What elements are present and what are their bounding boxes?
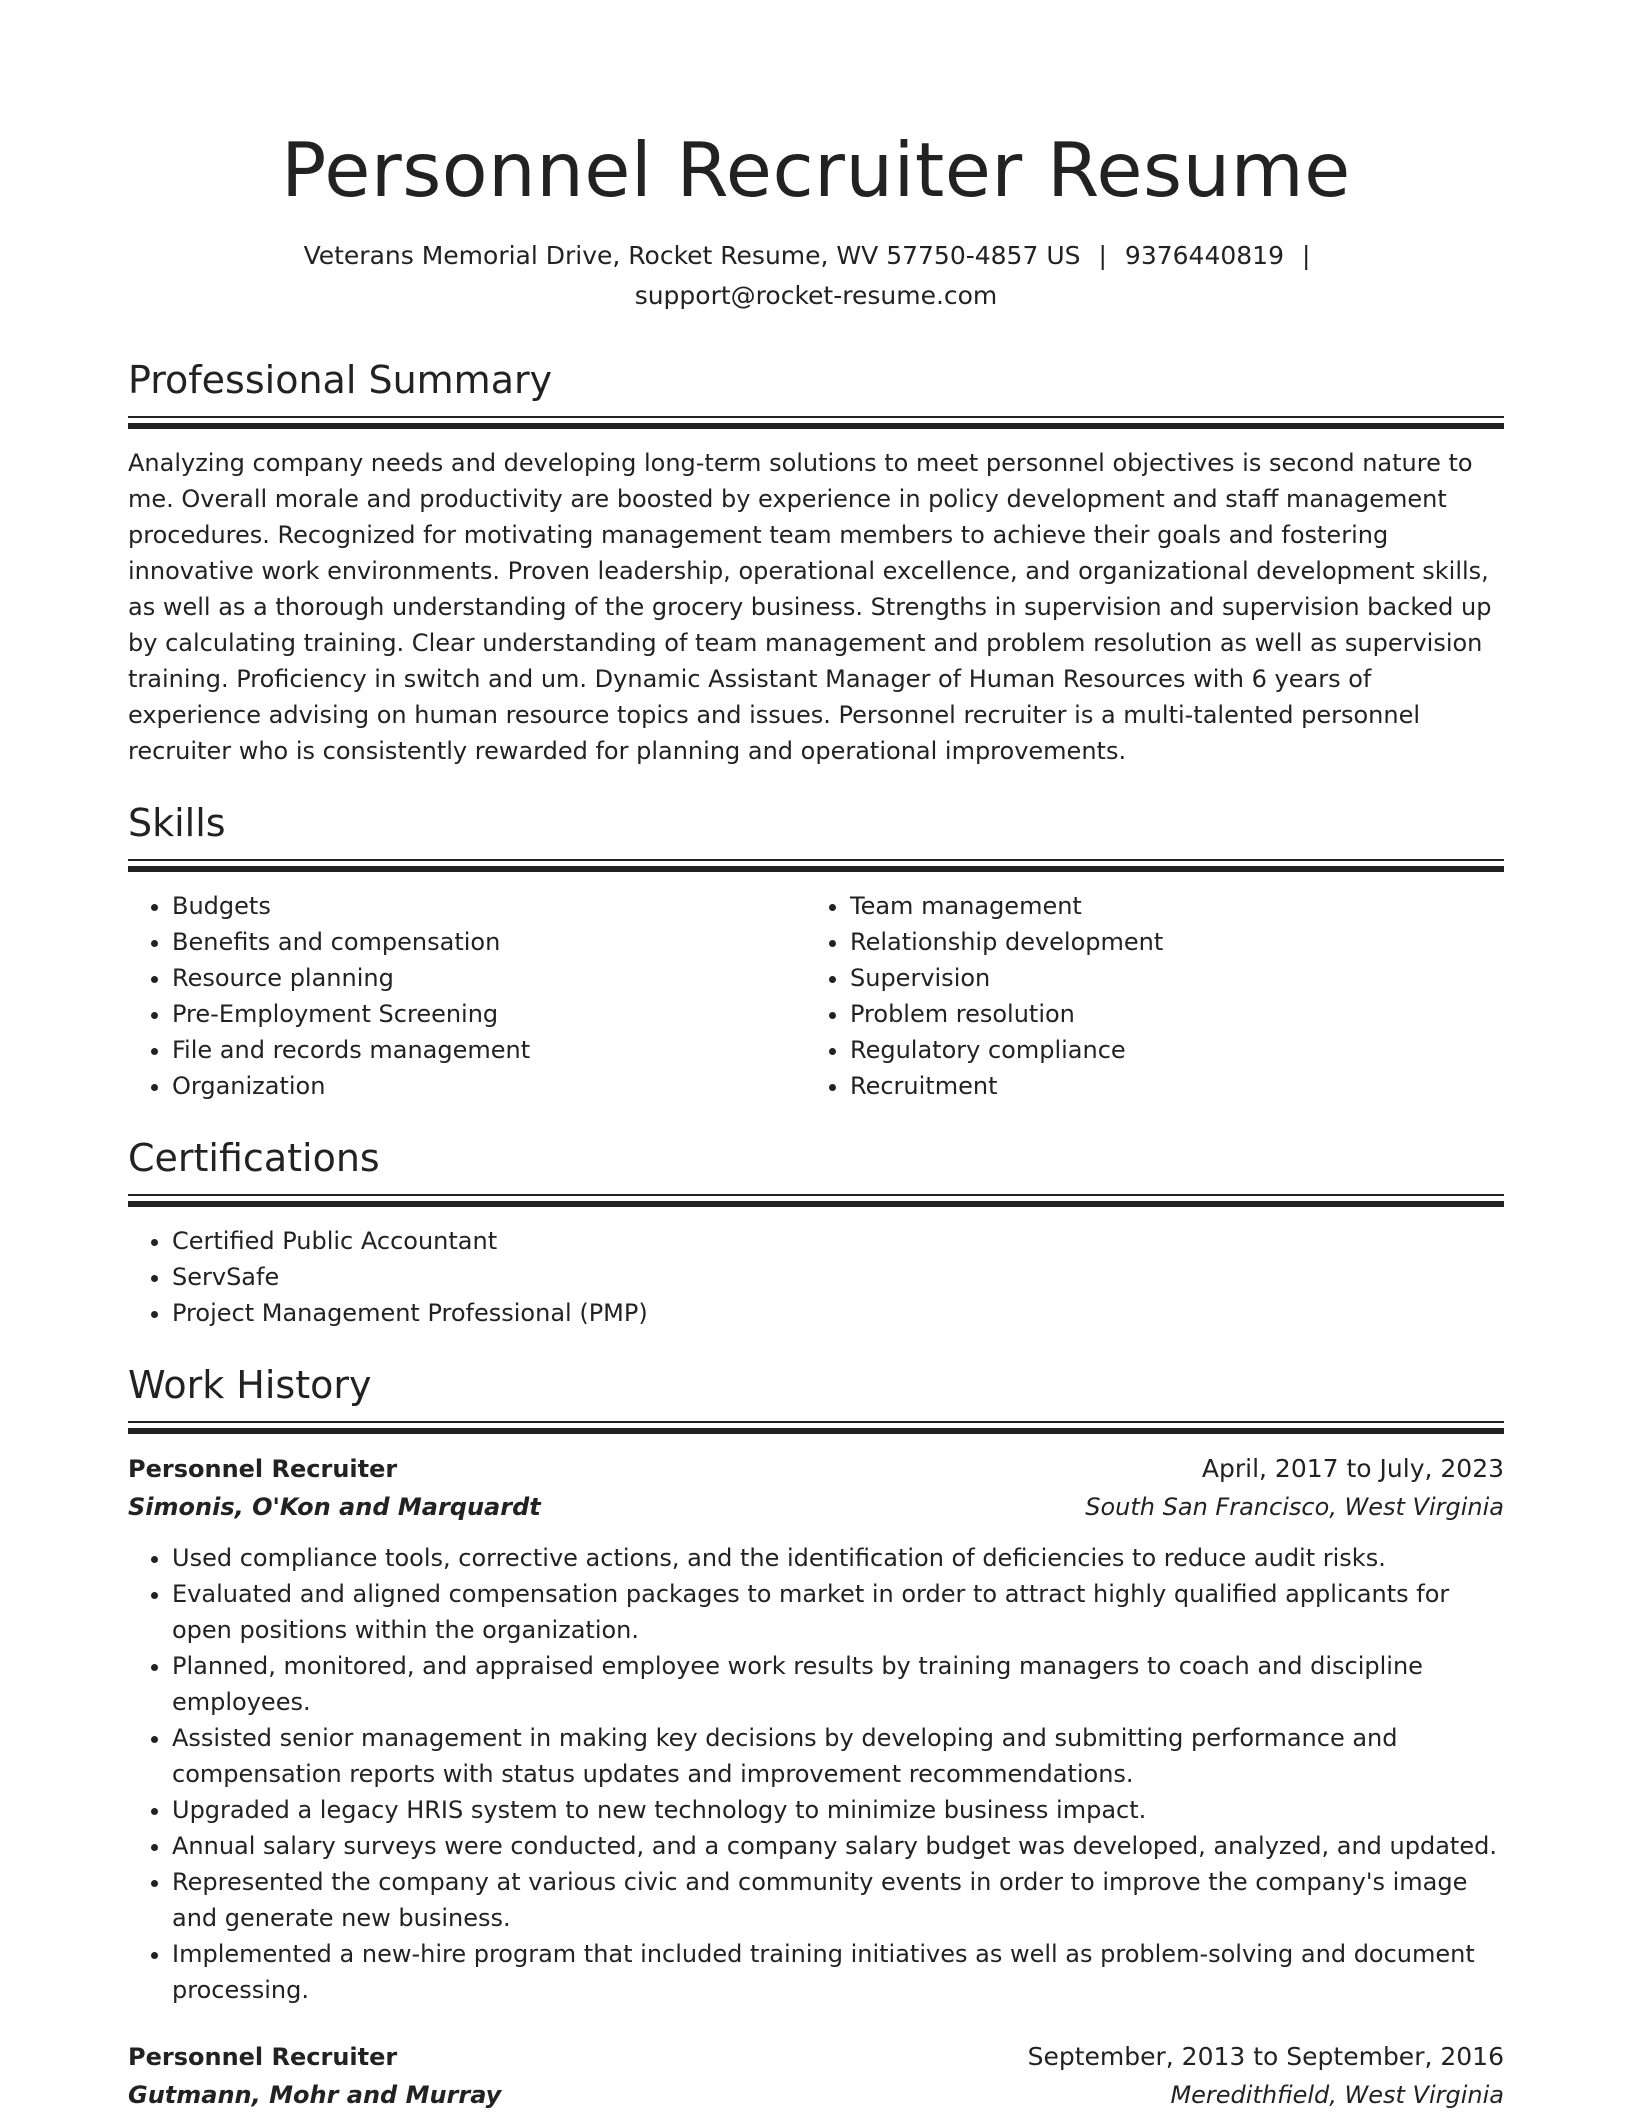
skill-item: • Relationship development <box>850 924 1484 960</box>
job-entry <box>128 2038 1504 2114</box>
section-divider <box>128 1421 1504 1434</box>
contact-address: Veterans Memorial Drive, Rocket Resume, WV 57750-4857 US <box>303 241 1081 270</box>
work-history-section <box>128 1361 1504 2114</box>
skill-item: • Regulatory compliance <box>850 1032 1484 1068</box>
skill-item: • Team management <box>850 888 1484 924</box>
skills-heading: Skills <box>128 801 226 845</box>
certifications-section <box>128 1134 1504 1331</box>
summary-text: Analyzing company needs and developing long-term solutions to meet personnel objectives is second nature to me. Overall morale and productivity are boosted by experience in policy development and staff management procedures. Recognized for motivating management team members to achieve their goals and fostering innovative work environments. Proven leadership, operational excellence, and organizational development skills, as well as a thorough understanding of the grocery business. Strengths in supervision and supervision backed up by calculating training. Clear understanding of team management and problem resolution as well as supervision training. Proficiency in switch and um. Dynamic Assistant Manager of Human Resources with 6 years of experience advising on human resource topics and issues. Personnel recruiter is a multi-talented personnel recruiter who is consistently rewarded for planning and operational improvements. <box>128 449 1492 765</box>
job-entry <box>128 1450 1504 2008</box>
contact-phone: 9376440819 <box>1124 241 1284 270</box>
skill-item: • Organization <box>172 1068 806 1104</box>
job-location: South San Francisco, West Virginia <box>1085 1493 1504 1521</box>
skill-item: • Problem resolution <box>850 996 1484 1032</box>
resume-title: Personnel Recruiter Resume <box>281 126 1351 214</box>
section-divider <box>128 859 1504 872</box>
job-company: Gutmann, Mohr and Murray <box>128 2081 502 2109</box>
job-subheader-row <box>128 1488 1504 1526</box>
skill-item: • Benefits and compensation <box>172 924 806 960</box>
contact-email[interactable]: support@rocket-resume.com <box>634 281 998 310</box>
skills-list-right <box>806 888 1484 1104</box>
job-header-row <box>128 1450 1504 1488</box>
skill-item: • Resource planning <box>172 960 806 996</box>
summary-section <box>128 356 1504 769</box>
job-bullet: • Planned, monitored, and appraised employee work results by training managers to coach and discipline employees. <box>172 1648 1504 1720</box>
skills-section <box>128 799 1504 1104</box>
job-location: Meredithfield, West Virginia <box>1170 2081 1504 2109</box>
job-bullet: • Represented the company at various civic and community events in order to improve the company's image and generate new business. <box>172 1864 1504 1936</box>
job-dates: September, 2013 to September, 2016 <box>1027 2042 1504 2071</box>
skill-item: • Budgets <box>172 888 806 924</box>
job-subheader-row <box>128 2076 1504 2114</box>
job-company: Simonis, O'Kon and Marquardt <box>128 1493 541 1521</box>
job-bullet: • Evaluated and aligned compensation packages to market in order to attract highly qualified applicants for open positions within the organization. <box>172 1576 1504 1648</box>
skill-item: • File and records management <box>172 1032 806 1068</box>
work-history-heading: Work History <box>128 1363 372 1407</box>
job-bullet: • Used compliance tools, corrective actions, and the identification of deficiencies to reduce audit risks. <box>172 1540 1504 1576</box>
section-divider <box>128 416 1504 429</box>
certification-item: • Certified Public Accountant <box>172 1223 1504 1259</box>
job-bullet: • Upgraded a legacy HRIS system to new technology to minimize business impact. <box>172 1792 1504 1828</box>
section-divider <box>128 1194 1504 1207</box>
contact-info <box>128 236 1504 316</box>
resume-page <box>128 0 1504 2114</box>
job-header-row <box>128 2038 1504 2076</box>
summary-heading: Professional Summary <box>128 358 553 402</box>
contact-separator: | <box>1098 241 1107 270</box>
job-dates: April, 2017 to July, 2023 <box>1201 1454 1504 1483</box>
job-bullet: • Annual salary surveys were conducted, and a company salary budget was developed, analyzed, and updated. <box>172 1828 1504 1864</box>
skills-list-left <box>128 888 806 1104</box>
certifications-list <box>128 1223 1504 1331</box>
job-bullet: • Assisted senior management in making key decisions by developing and submitting performance and compensation reports with status updates and improvement recommendations. <box>172 1720 1504 1792</box>
job-bullet: • Implemented a new-hire program that included training initiatives as well as problem-solving and document processing. <box>172 1936 1504 2008</box>
certifications-heading: Certifications <box>128 1136 380 1180</box>
skill-item: • Recruitment <box>850 1068 1484 1104</box>
certification-item: • Project Management Professional (PMP) <box>172 1295 1504 1331</box>
skills-grid <box>128 888 1504 1104</box>
contact-separator: | <box>1301 241 1311 270</box>
job-title: Personnel Recruiter <box>128 2043 398 2071</box>
job-title: Personnel Recruiter <box>128 1455 398 1483</box>
job-bullets <box>128 1540 1504 2008</box>
certification-item: • ServSafe <box>172 1259 1504 1295</box>
skill-item: • Pre-Employment Screening <box>172 996 806 1032</box>
skill-item: • Supervision <box>850 960 1484 996</box>
